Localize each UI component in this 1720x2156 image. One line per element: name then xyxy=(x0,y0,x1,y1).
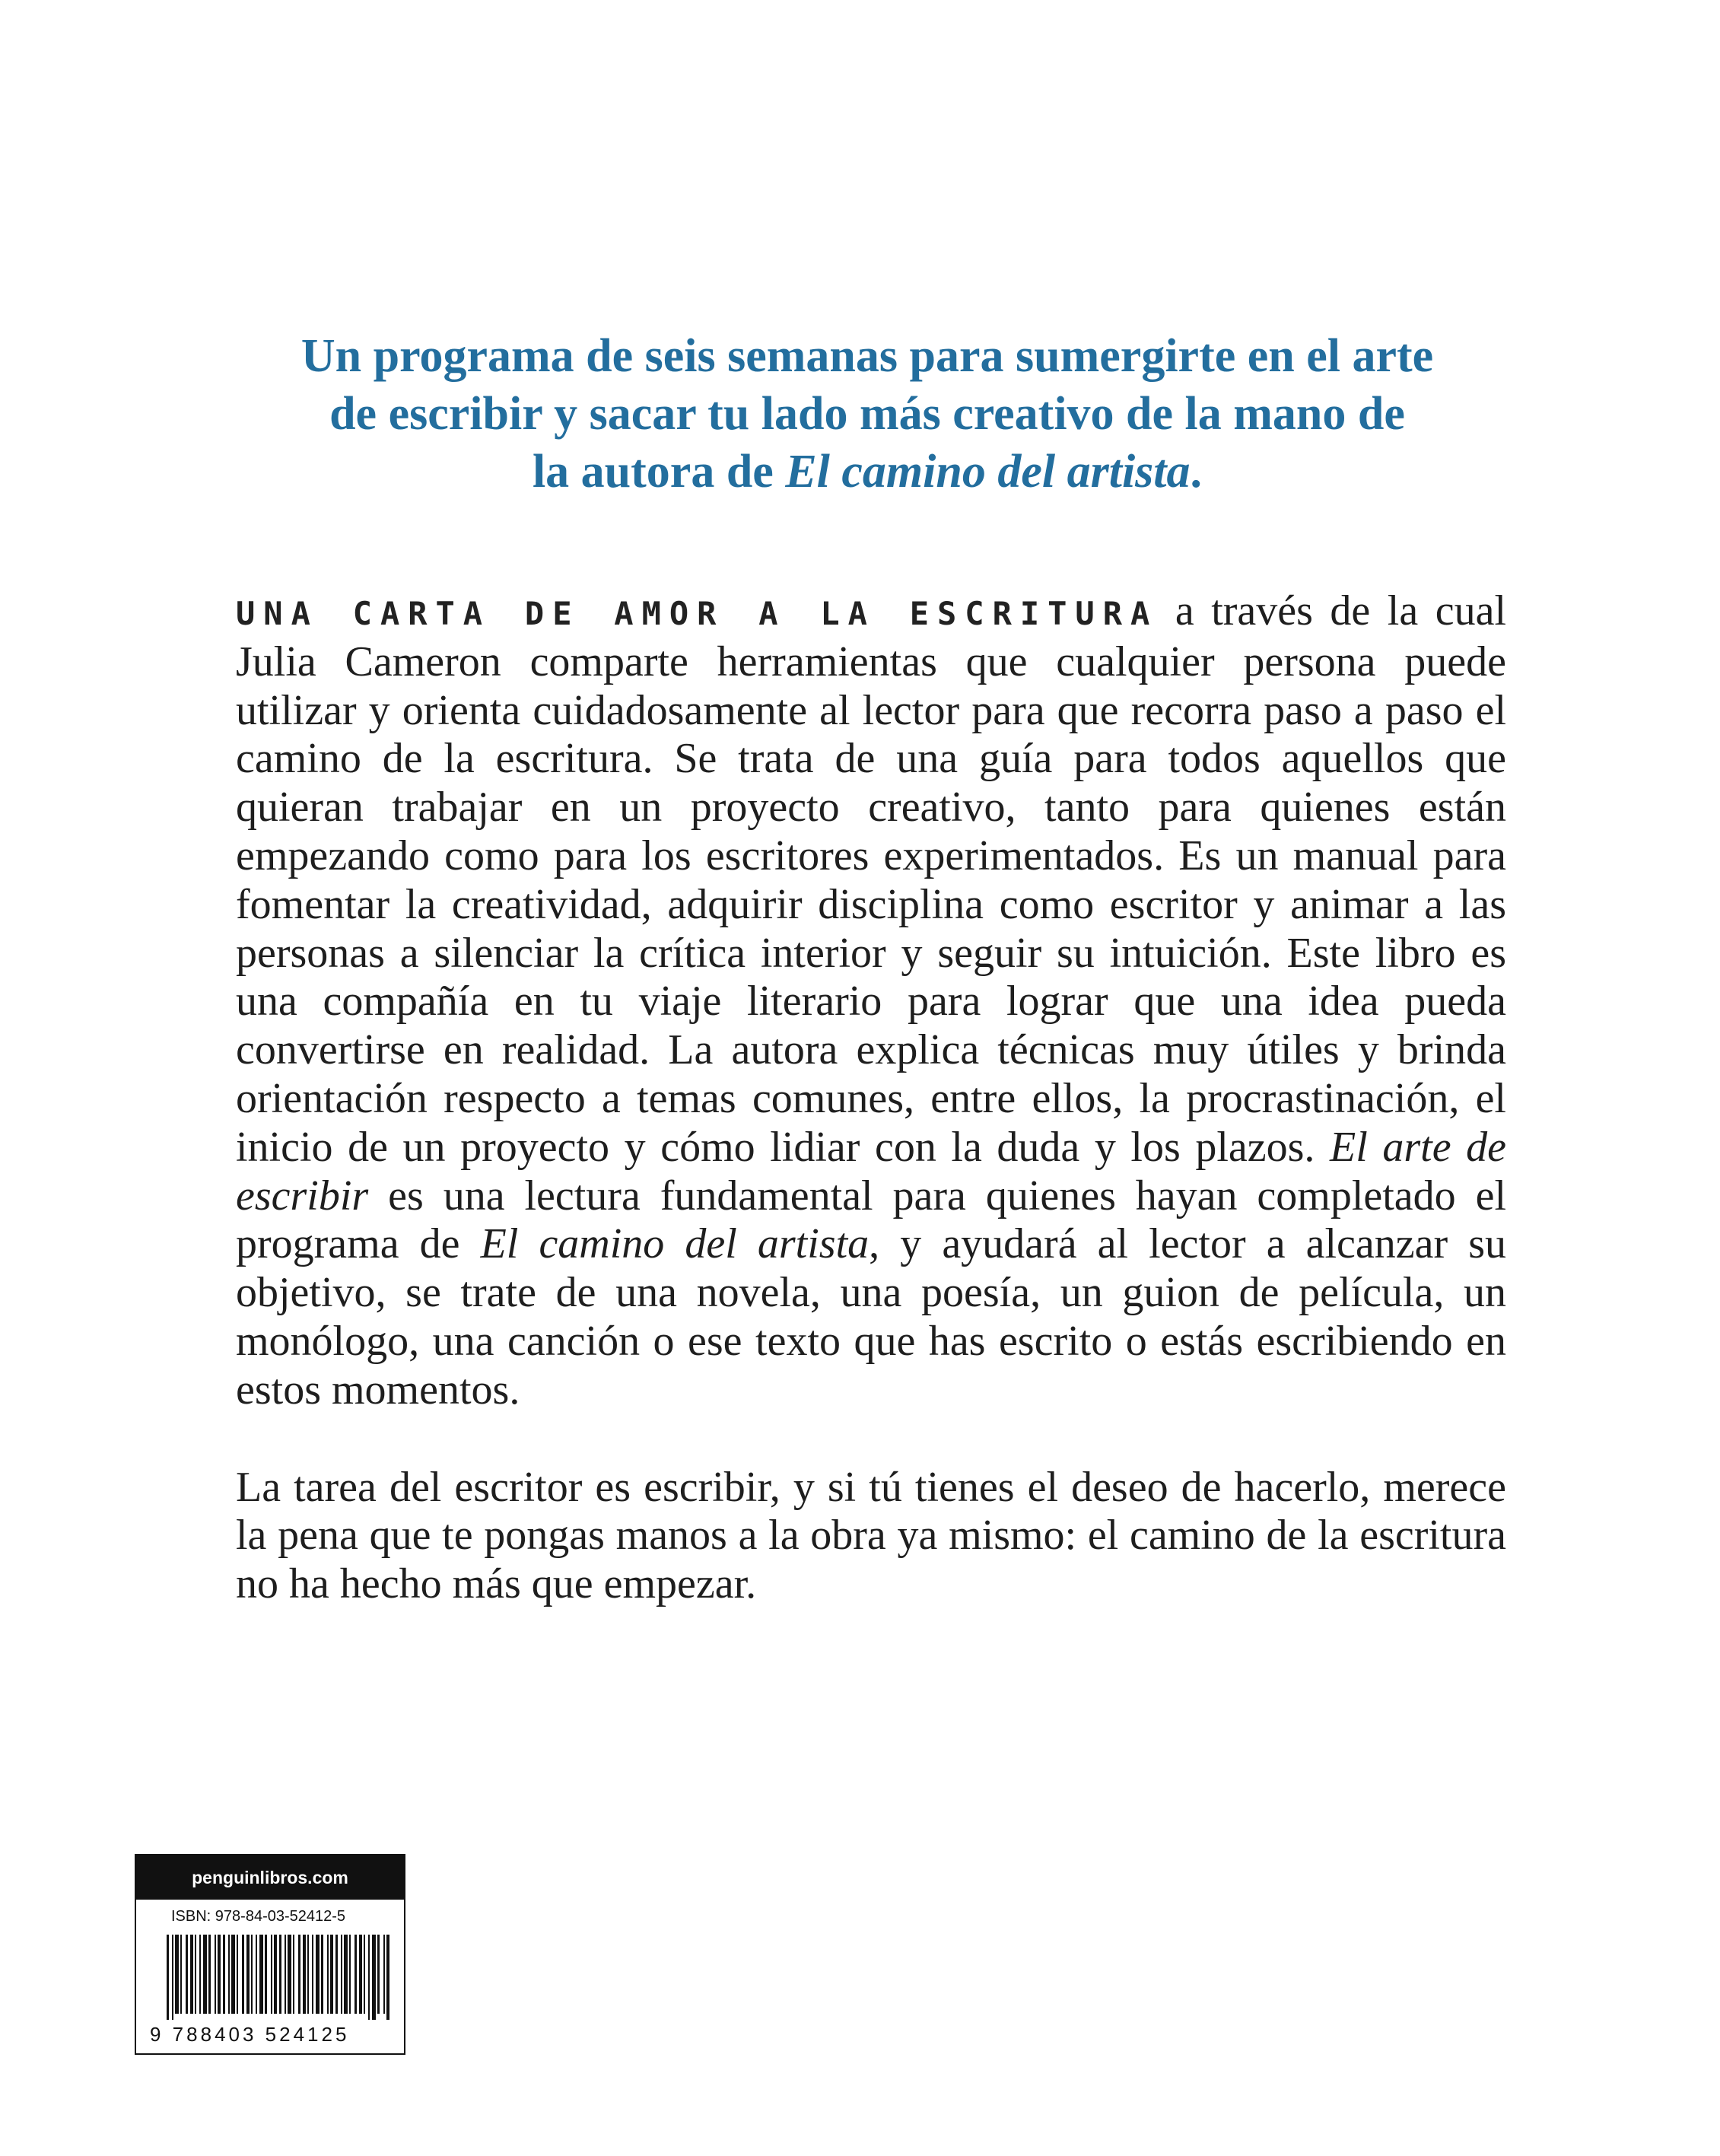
lead-in-heading: UNA CARTA DE AMOR A LA ESCRITURA xyxy=(236,595,1159,632)
barcode-digits: 9 788403 524125 xyxy=(150,2023,350,2046)
paragraph-1-text-c: , y ayudará al lector a alcanzar su objetivo, se trate de una novela, una poesía, un guion de película, un monólogo, una canción o ese texto que has escrito o estás escribiendo en estos momentos. xyxy=(236,1220,1506,1413)
tagline-line-2: de escribir y sacar tu lado más creativo de la mano de xyxy=(329,388,1405,440)
tagline-line-1: Un programa de seis semanas para sumergirte en el arte xyxy=(300,330,1434,382)
description-paragraph-2: La tarea del escritor es escribir, y si tú tienes el deseo de hacerlo, merece la pena que te pongas manos a la obra ya mismo: el camino de la escritura no ha hecho más que empezar. xyxy=(236,1463,1506,1608)
tagline-period: . xyxy=(1190,446,1203,498)
barcode-icon xyxy=(150,1935,395,2020)
tagline-book-title: El camino del artista xyxy=(785,446,1191,498)
tagline xyxy=(228,327,1506,501)
description-body xyxy=(236,587,1506,1609)
barcode-box xyxy=(135,1854,405,2055)
paragraph-1-text-b: es una lectura fundamental para quienes hayan completado el programa de xyxy=(236,1172,1506,1268)
tagline-line-3: la autora de xyxy=(532,446,786,498)
description-paragraph-1 xyxy=(236,587,1506,1415)
isbn-label: ISBN: 978-84-03-52412-5 xyxy=(171,1908,346,1925)
paragraph-1-text-a: a través de la cual Julia Cameron comparte herramientas que cualquier persona puede utilizar y orienta cuidadosamente al lector para que recorra paso a paso el camino de la escritura. Se trata de una guía para todos aquellos que quieran trabajar en un proyecto creativo, tanto para quienes están empezando como para los escritores experimentados. Es un manual para fomentar la creatividad, adquirir disciplina como escritor y animar a las personas a silenciar la crítica interior y seguir su intuición. Este libro es una compañía en tu viaje literario para lograr que una idea pueda convertirse en realidad. La autora explica técnicas muy útiles y brinda orientación respecto a temas comunes, entre ellos, la procrastinación, el inicio de un proyecto y cómo lidiar con la duda y los plazos. xyxy=(236,587,1507,1171)
book-title-reference: El arte de escribir xyxy=(236,1123,1507,1220)
publisher-website: penguinlibros.com xyxy=(136,1855,404,1900)
related-book-title-reference: El camino del artista xyxy=(480,1220,870,1268)
